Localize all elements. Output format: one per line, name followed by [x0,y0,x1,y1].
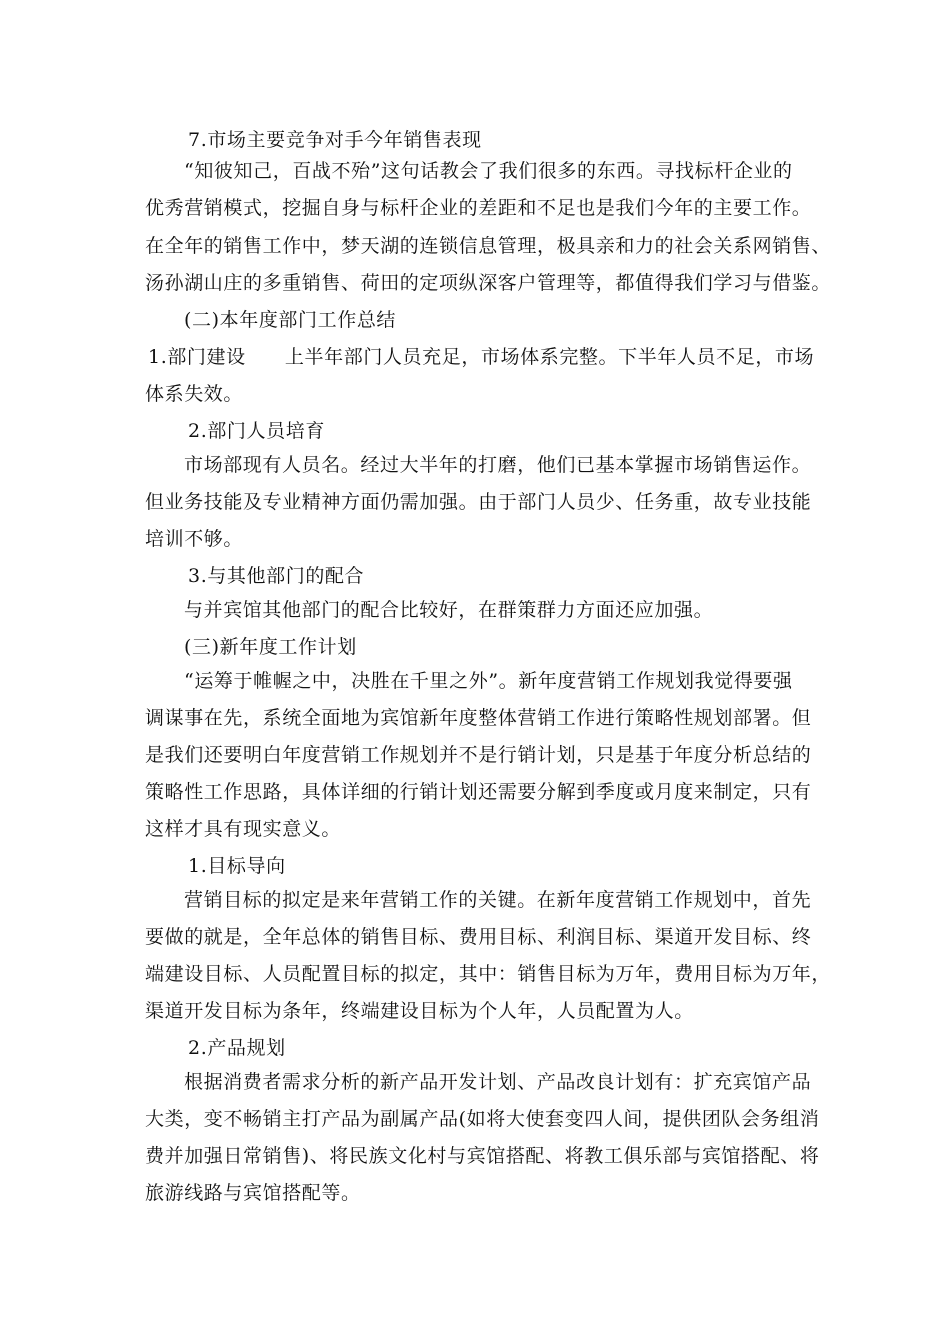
paragraph-line: 营销目标的拟定是来年营销工作的关键。在新年度营销工作规划中，首先 [184,889,812,911]
paragraph-line: 与并宾馆其他部门的配合比较好，在群策群力方面还应加强。 [184,599,714,621]
section-heading-2: (二)本年度部门工作总结 [184,309,397,331]
paragraph-line: 1.部门建设 上半年部门人员充足，市场体系完整。下半年人员不足，市场 [148,346,815,368]
paragraph-line: 端建设目标、人员配置目标的拟定，其中：销售目标为万年，费用目标为万年， [145,963,832,985]
paragraph-line: 培训不够。 [145,528,244,550]
subheading-product-planning: 2.产品规划 [188,1037,286,1059]
paragraph-line: 在全年的销售工作中，梦天湖的连锁信息管理，极具亲和力的社会关系网销售、 [145,235,832,257]
paragraph-line: 这样才具有现实意义。 [145,818,342,840]
paragraph-line: 调谋事在先，系统全面地为宾馆新年度整体营销工作进行策略性规划部署。但 [145,707,812,729]
paragraph-line: 是我们还要明白年度营销工作规划并不是行销计划，只是基于年度分析总结的 [145,744,812,766]
paragraph-line: 旅游线路与宾馆搭配等。 [145,1182,361,1204]
paragraph-line: 策略性工作思路，具体详细的行销计划还需要分解到季度或月度来制定，只有 [145,781,812,803]
paragraph-line: 体系失效。 [145,383,244,405]
subheading-staff-training: 2.部门人员培育 [188,420,325,442]
heading-competitors: 7.市场主要竞争对手今年销售表现 [188,129,482,151]
paragraph-line: 大类，变不畅销主打产品为副属产品(如将大使套变四人间，提供团队会务组消 [145,1108,820,1130]
paragraph-line: 优秀营销模式，挖掘自身与标杆企业的差距和不足也是我们今年的主要工作。 [145,197,812,219]
paragraph-line: “运筹于帷幄之中，决胜在千里之外”。新年度营销工作规划我觉得要强 [184,670,793,692]
paragraph-line: 渠道开发目标为条年，终端建设目标为个人年，人员配置为人。 [145,1000,694,1022]
paragraph-line: 但业务技能及专业精神方面仍需加强。由于部门人员少、任务重，故专业技能 [145,491,812,513]
subheading-goal-orientation: 1.目标导向 [188,855,286,877]
paragraph-line: 根据消费者需求分析的新产品开发计划、产品改良计划有：扩充宾馆产品 [184,1071,812,1093]
paragraph-line: “知彼知己，百战不殆”这句话教会了我们很多的东西。寻找标杆企业的 [184,160,793,182]
paragraph-line: 汤孙湖山庄的多重销售、荷田的定项纵深客户管理等，都值得我们学习与借鉴。 [145,272,832,294]
paragraph-line: 要做的就是，全年总体的销售目标、费用目标、利润目标、渠道开发目标、终 [145,926,812,948]
section-heading-3: (三)新年度工作计划 [184,636,357,658]
subheading-cooperation: 3.与其他部门的配合 [188,565,365,587]
paragraph-line: 市场部现有人员名。经过大半年的打磨，他们已基本掌握市场销售运作。 [184,454,812,476]
paragraph-line: 费并加强日常销售)、将民族文化村与宾馆搭配、将教工俱乐部与宾馆搭配、将 [145,1145,820,1167]
